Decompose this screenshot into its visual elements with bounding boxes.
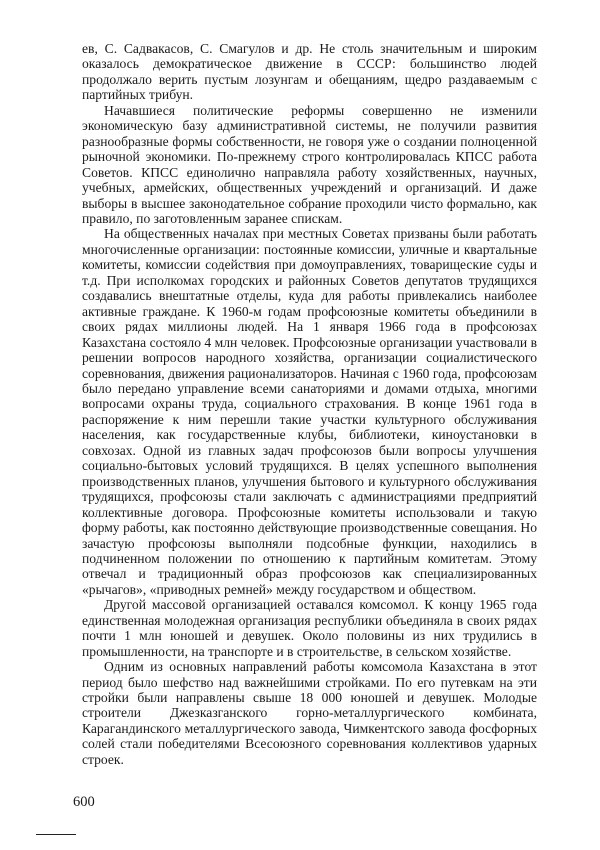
page-text-body	[82, 41, 537, 767]
page-number: 600	[73, 794, 95, 810]
footer-rule	[36, 834, 76, 835]
paragraph-5: Одним из основных направлений работы комсомола Казахстана в этот период было шефство над важнейшими стройками. По его путевкам на эти стройки были направлены свыше 18 000 юношей и девушек. Молодые строители Джезказганского горно-металлургического комбината, Карагандинского металлургического завода, Чимкентского завода фосфорных солей стали победителями Всесоюзного соревнования коллективов ударных строек.	[82, 659, 537, 767]
paragraph-1: ев, С. Садвакасов, С. Смагулов и др. Не столь значительным и широким оказалось демократическое движение в СССР: большинство людей продолжало верить пустым лозунгам и обещаниям, щедро раздаваемым с партийных трибун.	[82, 41, 537, 103]
paragraph-3: На общественных началах при местных Советах призваны были работать многочисленные организации: постоянные комиссии, уличные и квартальные комитеты, комиссии содействия при домоуправлениях, товарищеские суды и т.д. При исполкомах городских и районных Советов депутатов трудящихся создавались внештатные отделы, куда для работы привлекались наиболее активные граждане. К 1960-м годам профсоюзные комитеты объединили в своих рядах миллионы людей. На 1 января 1966 года в профсоюзах Казахстана состояло 4 млн человек. Профсоюзные организации участвовали в решении вопросов народного хозяйства, организации социалистического соревнования, движения рационализаторов. Начиная с 1960 года, профсоюзам было передано управление всеми санаториями и домами отдыха, многими вопросами охраны труда, социального страхования. В конце 1961 года в распоряжение к ним перешли такие участки культурного обслуживания населения, как государственные клубы, библиотеки, киноустановки в совхозах. Одной из главных задач профсоюзов были вопросы улучшения социально-бытовых условий трудящихся. В целях успешного выполнения производственных планов, улучшения бытового и культурного обслуживания трудящихся, профсоюзы стали заключать с администрациями предприятий коллективные договора. Профсоюзные комитеты использовали и такую форму работы, как постоянно действующие производственные совещания. Но зачастую профсоюзы выполняли подсобные функции, находились в подчиненном положении по отношению к партийным комитетам. Этому отвечал и традиционный образ профсоюзов как специализированных «рычагов», «приводных ремней» между государством и обществом.	[82, 226, 537, 597]
paragraph-4: Другой массовой организацией оставался комсомол. К концу 1965 года единственная молодежная организация республики объединяла в своих рядах почти 1 млн юношей и девушек. Около половины из них трудились в промышленности, на транспорте и в строительстве, в сельском хозяйстве.	[82, 597, 537, 659]
paragraph-2: Начавшиеся политические реформы совершенно не изменили экономическую базу административной системы, не получили развития разнообразные формы собственности, не говоря уже о создании полноценной рыночной экономики. По-прежнему строго контролировалась КПСС работа Советов. КПСС единолично направляла работу хозяйственных, научных, учебных, армейских, общественных учреждений и организаций. И даже выборы в высшее законодательное собрание проходили чисто формально, как правило, по заготовленным заранее спискам.	[82, 102, 537, 226]
